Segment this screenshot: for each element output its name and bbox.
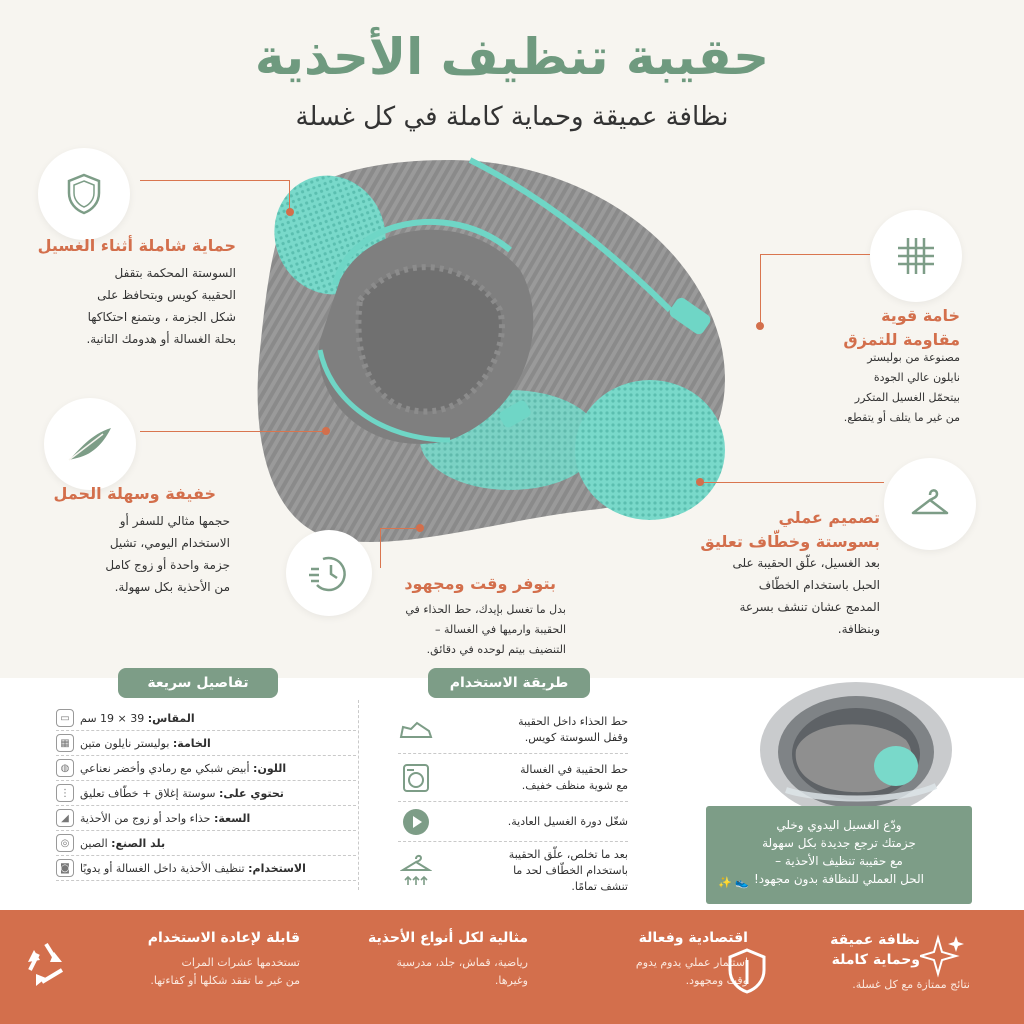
palette-icon: ◍ <box>56 759 74 777</box>
shoe-bag-image <box>250 140 750 560</box>
usage-heading: طريقة الاستخدام <box>428 668 590 698</box>
benefit-economic: اقتصادية وفعالة استثمار عملي يدوم يدوم وقت ومجهود. <box>635 930 748 987</box>
protection-leader-line <box>140 180 290 210</box>
usage-step: حط الحذاء داخل الحقيبة وقفل السوستة كويس. <box>398 706 628 754</box>
light-leader-dot <box>322 427 330 435</box>
protection-text: السوستة المحكمة بتقفل الحقيبة كويس وبتحافظ على شكل الجزمة ، وبتمنع احتكاكها بحلة الغسالة أو هدومك التانية. <box>86 266 236 346</box>
details-heading: تفاصيل سريعة <box>118 668 278 698</box>
hanger-dry-icon <box>398 853 434 889</box>
design-leader-dot <box>696 478 704 486</box>
column-divider <box>358 700 359 890</box>
benefit-deep-clean: نظافة عميقة وحماية كاملة نتائج ممتازة مع كل غسلة. <box>830 932 970 991</box>
protection-leader-dot <box>286 208 294 216</box>
detail-row: ▭ المقاس: 39 × 19 سم <box>56 706 356 731</box>
washing-machine-icon <box>398 760 434 796</box>
protection-icon-circle <box>38 148 130 240</box>
light-title: خفيفة وسهلة الحمل <box>53 484 216 503</box>
benefit-reusable: قابلة لإعادة الاستخدام تستخدمها عشرات المرات من غير ما تفقد شكلها أو كفاءتها. <box>147 930 300 987</box>
usage-step: بعد ما تخلص، علّق الحقيبة باستخدام الخطّاف لحد ما تنشف تمامًا. <box>398 842 628 900</box>
detail-row: ⋮ تحتوي على: سوستة إغلاق + خطّاف تعليق <box>56 781 356 806</box>
design-leader-line <box>700 482 884 483</box>
play-icon <box>398 804 434 840</box>
shoe-icon: ◢ <box>56 809 74 827</box>
page-title: حقيبة تنظيف الأحذية <box>254 28 770 86</box>
usage-step: حط الحقيبة في الغسالة مع شوية منظف خفيف. <box>398 754 628 802</box>
light-leader-line <box>140 431 328 432</box>
time-leader-dot <box>416 524 424 532</box>
detail-row: ◢ السعة: حذاء واحد أو زوج من الأحذية <box>56 806 356 831</box>
feather-icon <box>65 424 115 464</box>
detail-row: ◙ الاستخدام: تنظيف الأحذية داخل الغسالة أو يدويًا <box>56 856 356 881</box>
mesh-icon: ▦ <box>56 734 74 752</box>
light-icon-circle <box>44 398 136 490</box>
shield-icon <box>61 171 107 217</box>
time-title: بتوفر وقت ومجهود <box>404 574 556 593</box>
sneaker-icon <box>398 712 434 748</box>
page-subtitle: نظافة عميقة وحماية كاملة في كل غسلة <box>295 102 729 132</box>
clock-icon <box>307 551 351 595</box>
usage-steps <box>398 706 628 900</box>
detail-row: ◍ اللون: أبيض شبكي مع رمادي وأخضر نعناعي <box>56 756 356 781</box>
material-text: مصنوعة من بوليستر نايلون عالي الجودة بيتحمّل الغسيل المتكرر من غير ما يتلف أو يتقطع. <box>843 351 960 424</box>
time-leader-line <box>380 528 420 568</box>
washing-machine-photo <box>756 680 956 820</box>
detail-row: ◎ بلد الصنع: الصين <box>56 831 356 856</box>
material-title: خامة قوية مقاومة للتمزق <box>843 306 960 349</box>
sparkle-icon <box>920 934 964 978</box>
design-title: تصميم عملي بسوستة وخطّاف تعليق <box>700 508 880 551</box>
benefits-banner <box>0 910 1024 1024</box>
usage-step: شغّل دورة الغسيل العادية. <box>398 802 628 842</box>
shield-outline-icon <box>724 946 770 996</box>
time-text: بدل ما تغسل بإيدك، حط الحذاء في الحقيبة وارميها في الغسالة – التنضيف بيتم لوحده في دقائق. <box>405 603 566 656</box>
detail-row: ▦ الخامة: بوليستر نايلون متين <box>56 731 356 756</box>
material-leader-dot <box>756 322 764 330</box>
promo-box: ودّع الغسيل اليدوي وخلي جزمتك ترجع جديدة بكل سهولة مع حقيبة تنظيف الأحذية – الحل العملي للنظافة بدون مجهود! 👟 ✨ <box>706 806 972 904</box>
light-text: حجمها مثالي للسفر أو الاستخدام اليومي، تشيل جزمة واحدة أو زوج كامل من الأحذية بكل سهولة. <box>105 514 230 594</box>
ruler-icon: ▭ <box>56 709 74 727</box>
design-icon-circle <box>884 458 976 550</box>
fabric-weave-icon <box>892 232 940 280</box>
recycle-icon <box>18 936 74 992</box>
hanger-icon <box>907 481 953 527</box>
benefit-all-shoes: مثالية لكل أنواع الأحذية رياضية، قماش، جلد، مدرسية وغيرها. <box>368 930 528 987</box>
washer-icon: ◙ <box>56 859 74 877</box>
zipper-icon: ⋮ <box>56 784 74 802</box>
material-icon-circle <box>870 210 962 302</box>
globe-icon: ◎ <box>56 834 74 852</box>
design-text: بعد الغسيل، علّق الحقيبة على الحبل باستخدام الخطّاف المدمج عشان تنشف بسرعة وبنظافة. <box>732 556 880 636</box>
protection-title: حماية شاملة أثناء الغسيل <box>37 236 236 255</box>
